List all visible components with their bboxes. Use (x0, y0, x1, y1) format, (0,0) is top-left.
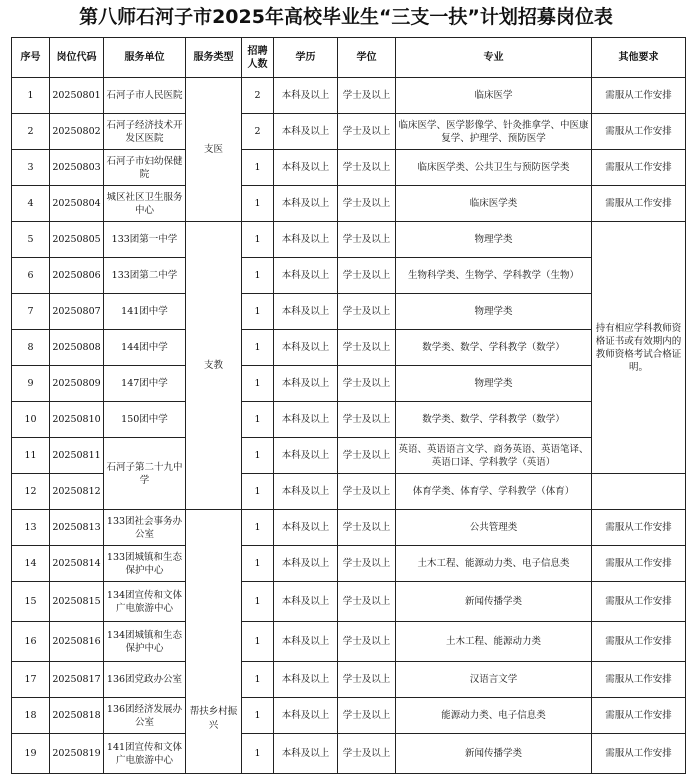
cell-major: 能源动力类、电子信息类 (396, 698, 592, 734)
cell-degree: 学士及以上 (338, 546, 396, 582)
page-title: 第八师石河子市2025年高校毕业生“三支一扶”计划招募岗位表 (79, 6, 613, 28)
cell-edu: 本科及以上 (274, 186, 338, 222)
cell-seq: 11 (12, 438, 50, 474)
cell-other: 需服从工作安排 (592, 114, 686, 150)
cell-code: 20250819 (50, 734, 104, 774)
cell-unit: 141团宣传和文体广电旅游中心 (104, 734, 186, 774)
cell-edu: 本科及以上 (274, 258, 338, 294)
cell-edu: 本科及以上 (274, 662, 338, 698)
cell-degree: 学士及以上 (338, 582, 396, 622)
cell-edu: 本科及以上 (274, 582, 338, 622)
cell-edu: 本科及以上 (274, 150, 338, 186)
cell-unit: 城区社区卫生服务中心 (104, 186, 186, 222)
cell-other: 需服从工作安排 (592, 662, 686, 698)
cell-unit: 133团城镇和生态保护中心 (104, 546, 186, 582)
cell-seq: 5 (12, 222, 50, 258)
cell-edu: 本科及以上 (274, 510, 338, 546)
cell-seq: 18 (12, 698, 50, 734)
recruitment-table (11, 37, 686, 774)
cell-other: 需服从工作安排 (592, 698, 686, 734)
cell-code: 20250808 (50, 330, 104, 366)
cell-code: 20250814 (50, 546, 104, 582)
table-row (12, 546, 686, 582)
cell-edu: 本科及以上 (274, 366, 338, 402)
table-row (12, 330, 686, 366)
cell-seq: 19 (12, 734, 50, 774)
cell-major: 临床医学类 (396, 186, 592, 222)
header-unit: 服务单位 (104, 38, 186, 78)
table-row (12, 438, 686, 474)
cell-unit: 134团宣传和文体广电旅游中心 (104, 582, 186, 622)
cell-edu: 本科及以上 (274, 546, 338, 582)
cell-edu: 本科及以上 (274, 698, 338, 734)
cell-seq: 15 (12, 582, 50, 622)
cell-count: 1 (242, 546, 274, 582)
cell-degree: 学士及以上 (338, 114, 396, 150)
cell-seq: 3 (12, 150, 50, 186)
cell-degree: 学士及以上 (338, 622, 396, 662)
header-other: 其他要求 (592, 38, 686, 78)
cell-degree: 学士及以上 (338, 222, 396, 258)
cell-degree: 学士及以上 (338, 698, 396, 734)
cell-major: 临床医学类、公共卫生与预防医学类 (396, 150, 592, 186)
cell-code: 20250804 (50, 186, 104, 222)
cell-unit: 133团第二中学 (104, 258, 186, 294)
cell-major: 土木工程、能源动力类 (396, 622, 592, 662)
cell-count: 1 (242, 438, 274, 474)
cell-major: 临床医学 (396, 78, 592, 114)
cell-unit: 134团城镇和生态保护中心 (104, 622, 186, 662)
cell-degree: 学士及以上 (338, 78, 396, 114)
cell-degree: 学士及以上 (338, 186, 396, 222)
cell-degree: 学士及以上 (338, 258, 396, 294)
table-header-row (12, 38, 686, 78)
cell-unit: 150团中学 (104, 402, 186, 438)
cell-unit: 石河子第二十九中学 (104, 438, 186, 510)
cell-seq: 6 (12, 258, 50, 294)
table-row (12, 402, 686, 438)
cell-edu: 本科及以上 (274, 78, 338, 114)
cell-major: 物理学类 (396, 222, 592, 258)
cell-count: 1 (242, 582, 274, 622)
group-rural: 帮扶乡村振兴 (186, 510, 242, 774)
cell-code: 20250811 (50, 438, 104, 474)
cell-seq: 9 (12, 366, 50, 402)
cell-degree: 学士及以上 (338, 366, 396, 402)
cell-other: 需服从工作安排 (592, 622, 686, 662)
table-row (12, 222, 686, 258)
cell-edu: 本科及以上 (274, 222, 338, 258)
cell-count: 2 (242, 114, 274, 150)
cell-count: 1 (242, 698, 274, 734)
cell-seq: 4 (12, 186, 50, 222)
cell-count: 1 (242, 734, 274, 774)
cell-major: 土木工程、能源动力类、电子信息类 (396, 546, 592, 582)
header-seq: 序号 (12, 38, 50, 78)
group-teaching: 支教 (186, 222, 242, 510)
teacher-cert-note: 持有相应学科教师资格证书或有效期内的教师资格考试合格证明。 (592, 222, 686, 474)
cell-degree: 学士及以上 (338, 734, 396, 774)
cell-code: 20250806 (50, 258, 104, 294)
cell-count: 1 (242, 366, 274, 402)
cell-major: 临床医学、医学影像学、针灸推拿学、中医康复学、护理学、预防医学 (396, 114, 592, 150)
cell-edu: 本科及以上 (274, 294, 338, 330)
cell-code: 20250813 (50, 510, 104, 546)
table-row (12, 662, 686, 698)
cell-count: 1 (242, 258, 274, 294)
cell-unit: 147团中学 (104, 366, 186, 402)
cell-unit: 136团经济发展办公室 (104, 698, 186, 734)
cell-count: 1 (242, 622, 274, 662)
cell-code: 20250816 (50, 622, 104, 662)
cell-edu: 本科及以上 (274, 438, 338, 474)
cell-edu: 本科及以上 (274, 622, 338, 662)
cell-seq: 14 (12, 546, 50, 582)
cell-major: 生物科学类、生物学、学科教学（生物） (396, 258, 592, 294)
cell-major: 数学类、数学、学科教学（数学） (396, 402, 592, 438)
cell-seq: 2 (12, 114, 50, 150)
cell-seq: 17 (12, 662, 50, 698)
cell-code: 20250812 (50, 474, 104, 510)
cell-unit: 133团第一中学 (104, 222, 186, 258)
cell-unit: 141团中学 (104, 294, 186, 330)
cell-other: 需服从工作安排 (592, 734, 686, 774)
table-row (12, 186, 686, 222)
header-type: 服务类型 (186, 38, 242, 78)
cell-major: 物理学类 (396, 366, 592, 402)
cell-count: 1 (242, 150, 274, 186)
cell-other: 需服从工作安排 (592, 150, 686, 186)
cell-count: 1 (242, 330, 274, 366)
table-row (12, 150, 686, 186)
cell-code: 20250815 (50, 582, 104, 622)
cell-other: 需服从工作安排 (592, 186, 686, 222)
cell-code: 20250807 (50, 294, 104, 330)
cell-edu: 本科及以上 (274, 330, 338, 366)
cell-count: 1 (242, 186, 274, 222)
header-code: 岗位代码 (50, 38, 104, 78)
cell-degree: 学士及以上 (338, 510, 396, 546)
cell-count: 1 (242, 474, 274, 510)
cell-major: 新闻传播学类 (396, 582, 592, 622)
cell-unit: 石河子市妇幼保健院 (104, 150, 186, 186)
table-row (12, 734, 686, 774)
table-row (12, 114, 686, 150)
cell-code: 20250801 (50, 78, 104, 114)
cell-seq: 12 (12, 474, 50, 510)
cell-major: 数学类、数学、学科教学（数学） (396, 330, 592, 366)
cell-major: 物理学类 (396, 294, 592, 330)
cell-other: 需服从工作安排 (592, 582, 686, 622)
cell-seq: 1 (12, 78, 50, 114)
table-row (12, 582, 686, 622)
cell-seq: 10 (12, 402, 50, 438)
cell-degree: 学士及以上 (338, 474, 396, 510)
cell-major: 汉语言文学 (396, 662, 592, 698)
cell-unit: 133团社会事务办公室 (104, 510, 186, 546)
cell-degree: 学士及以上 (338, 330, 396, 366)
cell-count: 1 (242, 294, 274, 330)
cell-seq: 8 (12, 330, 50, 366)
cell-other: 需服从工作安排 (592, 78, 686, 114)
cell-seq: 13 (12, 510, 50, 546)
header-major: 专业 (396, 38, 592, 78)
table-row (12, 622, 686, 662)
cell-major: 公共管理类 (396, 510, 592, 546)
cell-edu: 本科及以上 (274, 734, 338, 774)
cell-code: 20250818 (50, 698, 104, 734)
header-count: 招聘人数 (242, 38, 274, 78)
cell-degree: 学士及以上 (338, 438, 396, 474)
table-row (12, 78, 686, 114)
cell-count: 1 (242, 222, 274, 258)
cell-unit: 144团中学 (104, 330, 186, 366)
cell-degree: 学士及以上 (338, 150, 396, 186)
cell-seq: 7 (12, 294, 50, 330)
cell-degree: 学士及以上 (338, 662, 396, 698)
table-row (12, 510, 686, 546)
cell-seq: 16 (12, 622, 50, 662)
table-row (12, 698, 686, 734)
table-row (12, 294, 686, 330)
cell-major: 体育学类、体育学、学科教学（体育） (396, 474, 592, 510)
cell-other: 需服从工作安排 (592, 510, 686, 546)
cell-code: 20250817 (50, 662, 104, 698)
cell-code: 20250810 (50, 402, 104, 438)
cell-count: 1 (242, 510, 274, 546)
cell-count: 1 (242, 662, 274, 698)
cell-code: 20250802 (50, 114, 104, 150)
cell-major: 英语、英语语言文学、商务英语、英语笔译、英语口译、学科教学（英语） (396, 438, 592, 474)
cell-code: 20250809 (50, 366, 104, 402)
cell-major: 新闻传播学类 (396, 734, 592, 774)
cell-code: 20250805 (50, 222, 104, 258)
cell-unit: 136团党政办公室 (104, 662, 186, 698)
table-row (12, 258, 686, 294)
cell-other-empty (592, 474, 686, 510)
table-row (12, 366, 686, 402)
header-edu: 学历 (274, 38, 338, 78)
cell-unit: 石河子经济技术开发区医院 (104, 114, 186, 150)
cell-code: 20250803 (50, 150, 104, 186)
header-degree: 学位 (338, 38, 396, 78)
cell-edu: 本科及以上 (274, 114, 338, 150)
cell-unit: 石河子市人民医院 (104, 78, 186, 114)
cell-count: 1 (242, 402, 274, 438)
cell-other: 需服从工作安排 (592, 546, 686, 582)
group-medical: 支医 (186, 78, 242, 222)
cell-degree: 学士及以上 (338, 402, 396, 438)
cell-edu: 本科及以上 (274, 402, 338, 438)
cell-edu: 本科及以上 (274, 474, 338, 510)
cell-count: 2 (242, 78, 274, 114)
cell-degree: 学士及以上 (338, 294, 396, 330)
